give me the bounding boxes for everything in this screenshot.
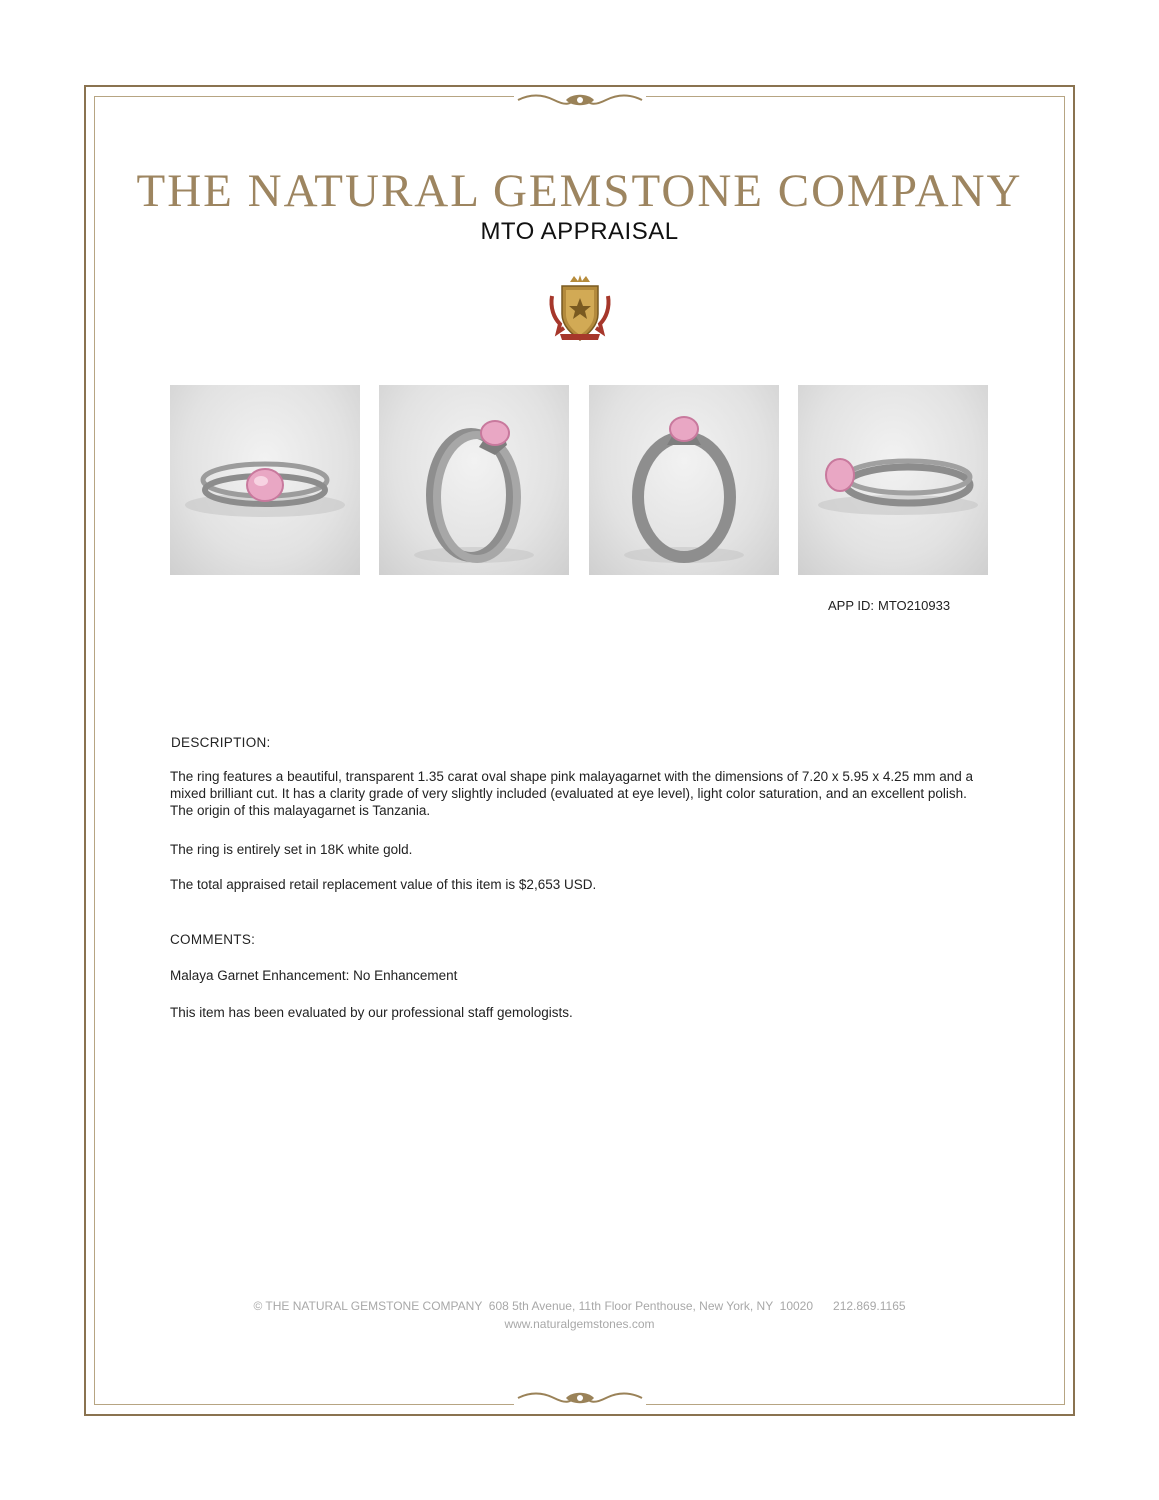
footer-phone: 212.869.1165: [833, 1299, 906, 1313]
description-heading: DESCRIPTION:: [171, 735, 271, 750]
ring-photo-top-view: [170, 385, 360, 575]
crest-logo: [548, 274, 612, 344]
comments-heading: COMMENTS:: [170, 932, 256, 947]
description-paragraph: The ring is entirely set in 18K white gold.: [170, 842, 413, 857]
document-subtitle: MTO APPRAISAL: [480, 218, 679, 245]
appraisal-id: [828, 598, 950, 613]
description-paragraph: The ring features a beautiful, transparent 1.35 carat oval shape pink malayagarnet with the dimensions of 7.20 x 5.95 x 4.25 mm and a mixed brilliant cut. It has a clarity grade of very slightly included (evaluated at eye level), light color saturation, and an excellent polish. The origin of this malayagarnet is Tanzania.: [170, 769, 973, 818]
footer-company: © THE NATURAL GEMSTONE COMPANY: [253, 1299, 483, 1313]
app-id-label: APP ID:: [828, 598, 875, 613]
footer-contact: [0, 1299, 1159, 1313]
ring-photo-angle-view: [379, 385, 569, 575]
top-ornament: [514, 90, 646, 110]
description-paragraph: The total appraised retail replacement value of this item is $2,653 USD.: [170, 877, 597, 892]
company-title: THE NATURAL GEMSTONE COMPANY: [136, 165, 1023, 217]
footer-website: www.naturalgemstones.com: [504, 1317, 655, 1331]
footer-address: 608 5th Avenue, 11th Floor Penthouse, New York, NY 10020: [488, 1299, 814, 1313]
ring-photo-front-view: [589, 385, 779, 575]
comments-paragraph: This item has been evaluated by our professional staff gemologists.: [170, 1005, 573, 1020]
comments-paragraph: Malaya Garnet Enhancement: No Enhancement: [170, 968, 458, 983]
bottom-ornament: [514, 1388, 646, 1408]
ring-photo-side-view: [798, 385, 988, 575]
app-id-value: MTO210933: [878, 598, 951, 613]
